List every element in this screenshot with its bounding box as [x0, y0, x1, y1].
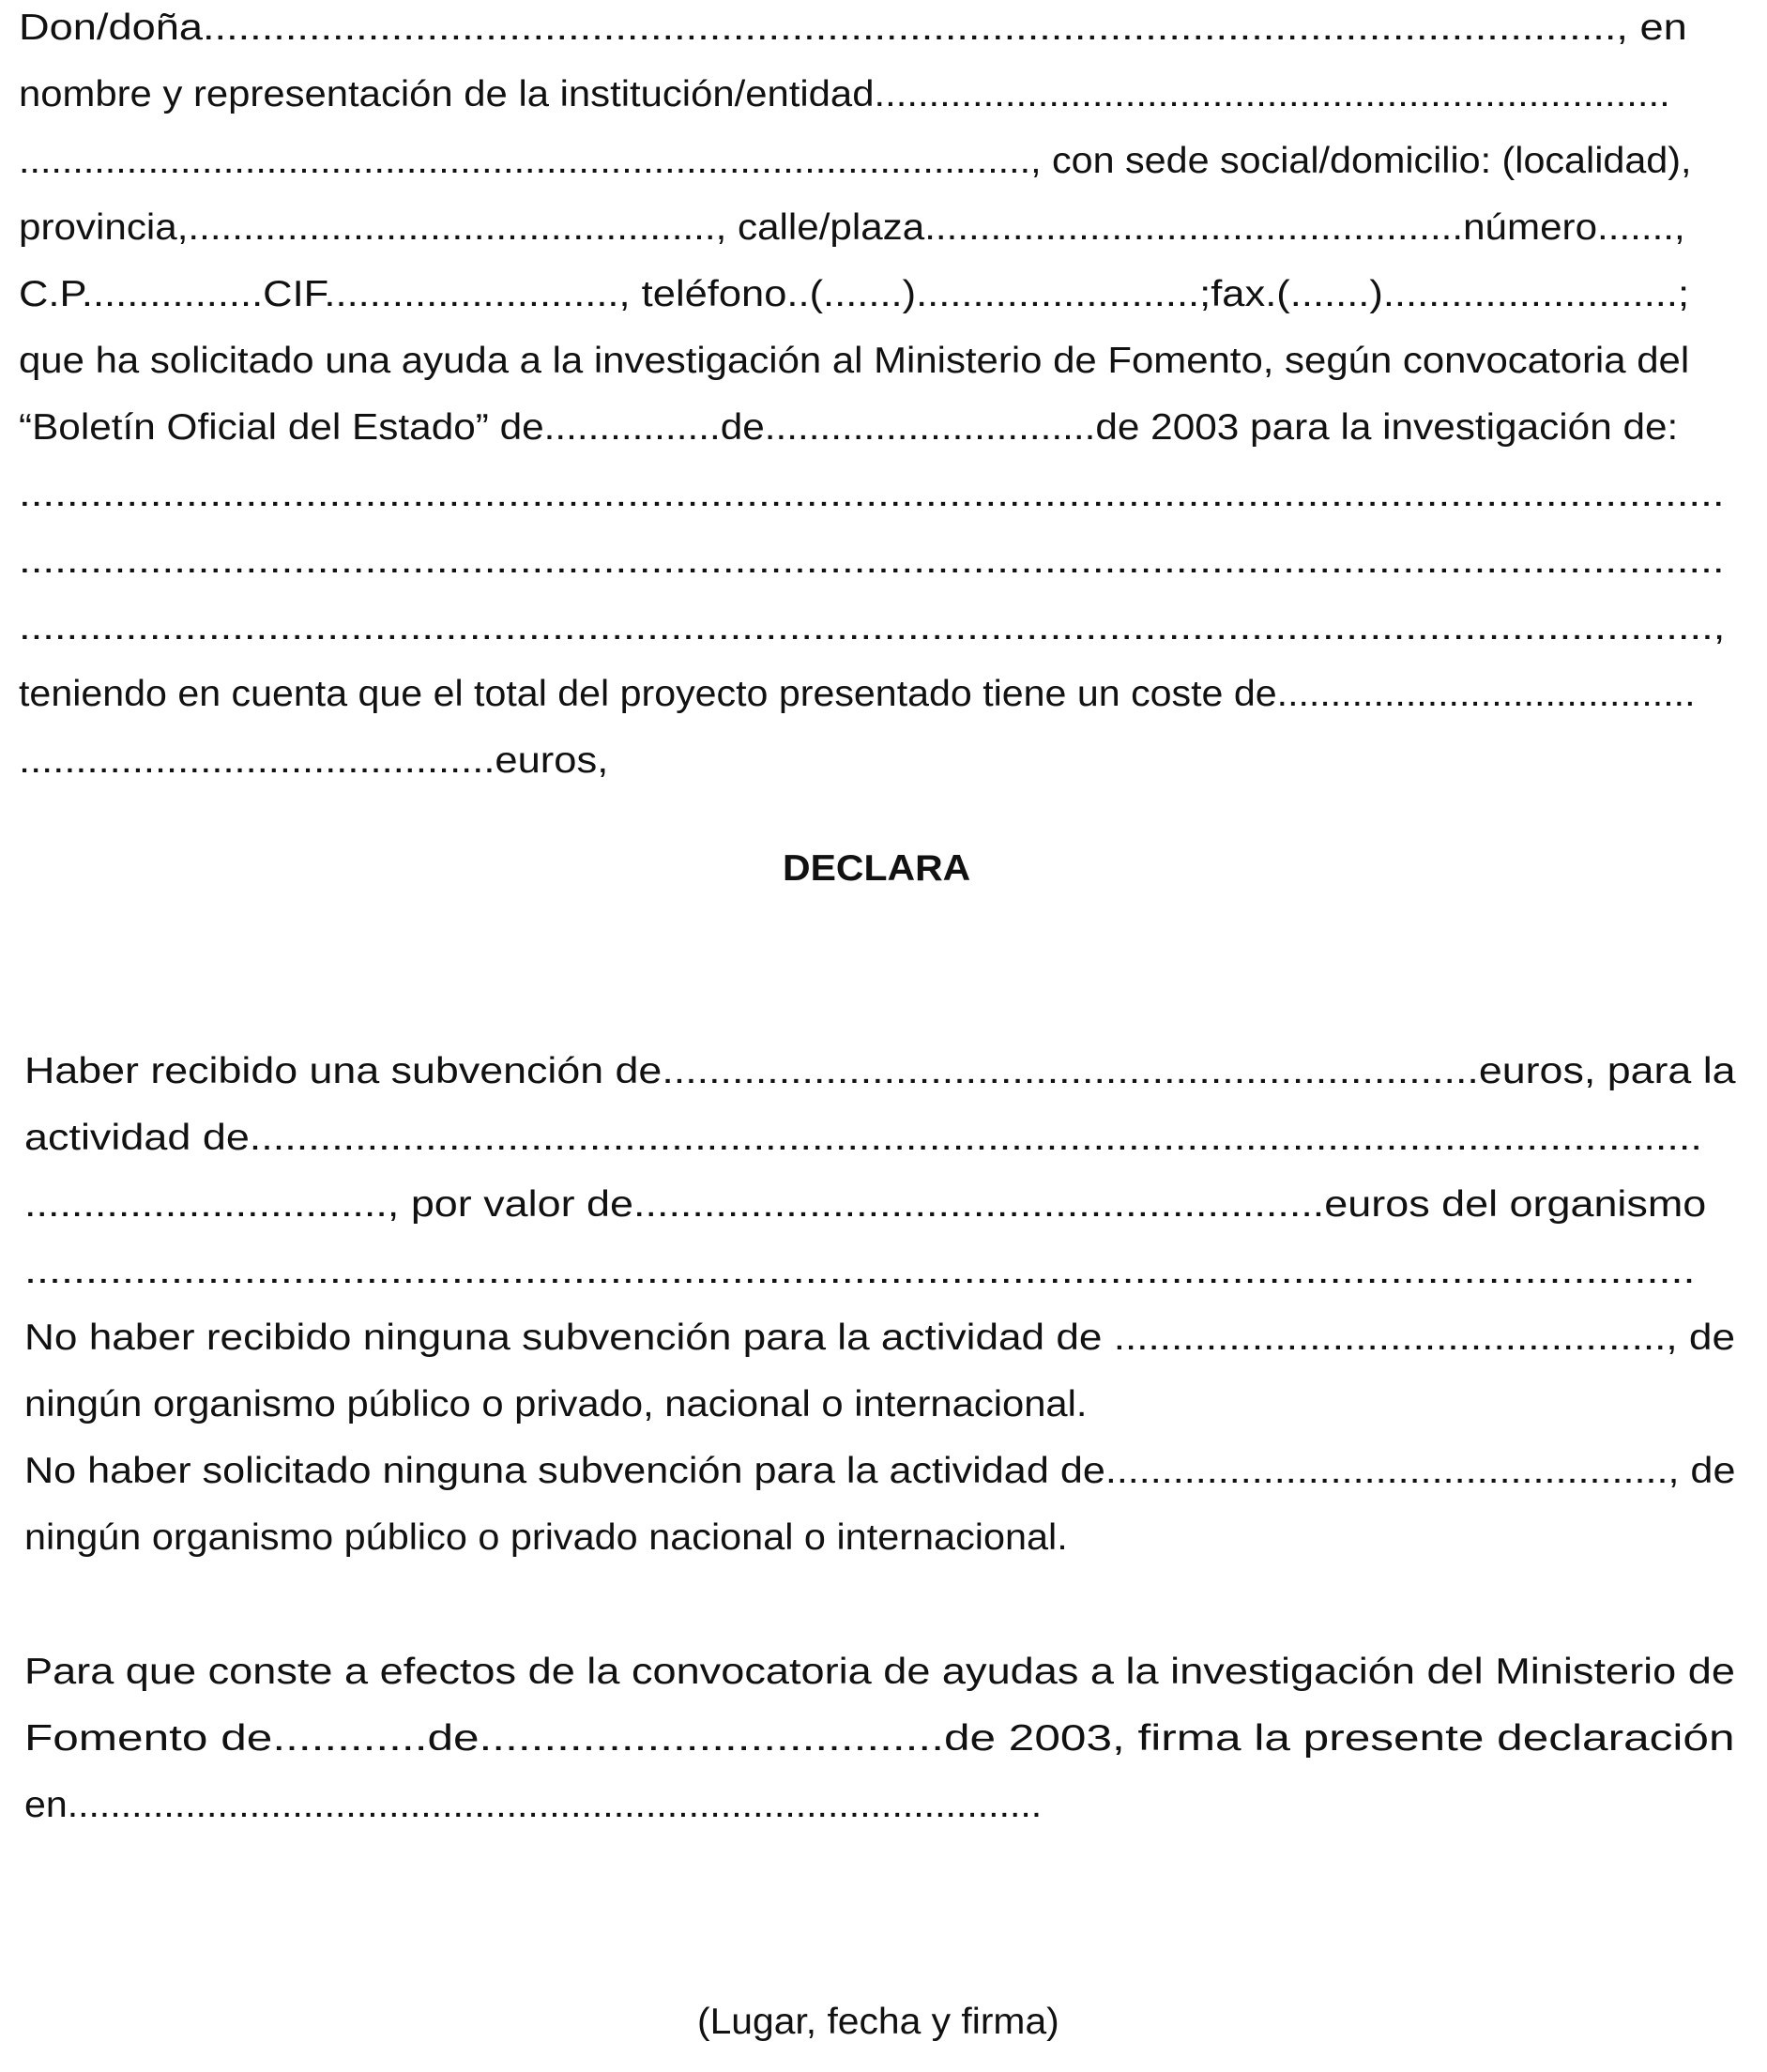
project-cost-line: teniendo en cuenta que el total del proyecto presentado tiene un coste de....................................... — [19, 674, 1696, 714]
contact-line: C.P................CIF.........................., teléfono..(.......).........................;fax.(.......)..........................; — [19, 274, 1690, 314]
not-requested-organism-line: ningún organismo público o privado nacional o internacional. — [24, 1517, 1068, 1558]
research-topic-line-3: ..............................................................................................................................................., — [19, 607, 1726, 648]
signature-caption: (Lugar, fecha y firma) — [697, 2002, 1059, 2042]
activity-line: actividad de............................................................................................................................ — [24, 1118, 1702, 1158]
purpose-line: Para que conste a efectos de la convocatoria de ayudas a la investigación del Ministerio de — [24, 1652, 1735, 1692]
declara-heading: DECLARA — [783, 848, 971, 889]
fomento-date-line: Fomento de............de....................................de 2003, firma la presente declaración — [24, 1718, 1735, 1759]
address-line: provincia,................................................, calle/plaza.................................................número......., — [19, 207, 1685, 248]
locality-line: .............................................................................................., con sede social/domicilio: (localidad), — [19, 141, 1692, 181]
cost-euros-line: ..........................................euros, — [19, 740, 609, 781]
applicant-name-line: Don/doña........................................................................................................................, en — [19, 8, 1687, 48]
organism-line: ......................................................................................................................................... — [24, 1251, 1696, 1291]
research-topic-line-2: ............................................................................................................................................... — [19, 541, 1725, 581]
not-received-line: No haber recibido ninguna subvención para la actividad de ................................................, de — [24, 1318, 1736, 1358]
research-topic-line-1: ............................................................................................................................................... — [19, 474, 1725, 514]
place-line: en........................................................................................... — [24, 1785, 1043, 1825]
institution-line: nombre y representación de la institución/entidad......................................................................... — [19, 74, 1670, 114]
not-requested-line: No haber solicitado ninguna subvención para la actividad de.................................................., de — [24, 1451, 1736, 1491]
subsidy-received-line: Haber recibido una subvención de......................................................................euros, para la — [24, 1051, 1736, 1091]
boe-date-line: “Boletín Oficial del Estado” de................de..............................de 2003 para la investigación de: — [19, 407, 1679, 448]
request-line: que ha solicitado una ayuda a la investigación al Ministerio de Fomento, según convocatoria del — [19, 341, 1690, 381]
not-received-organism-line: ningún organismo público o privado, nacional o internacional. — [24, 1384, 1088, 1424]
amount-organism-line: ..............................., por valor de...........................................................euros del organismo — [24, 1184, 1707, 1225]
